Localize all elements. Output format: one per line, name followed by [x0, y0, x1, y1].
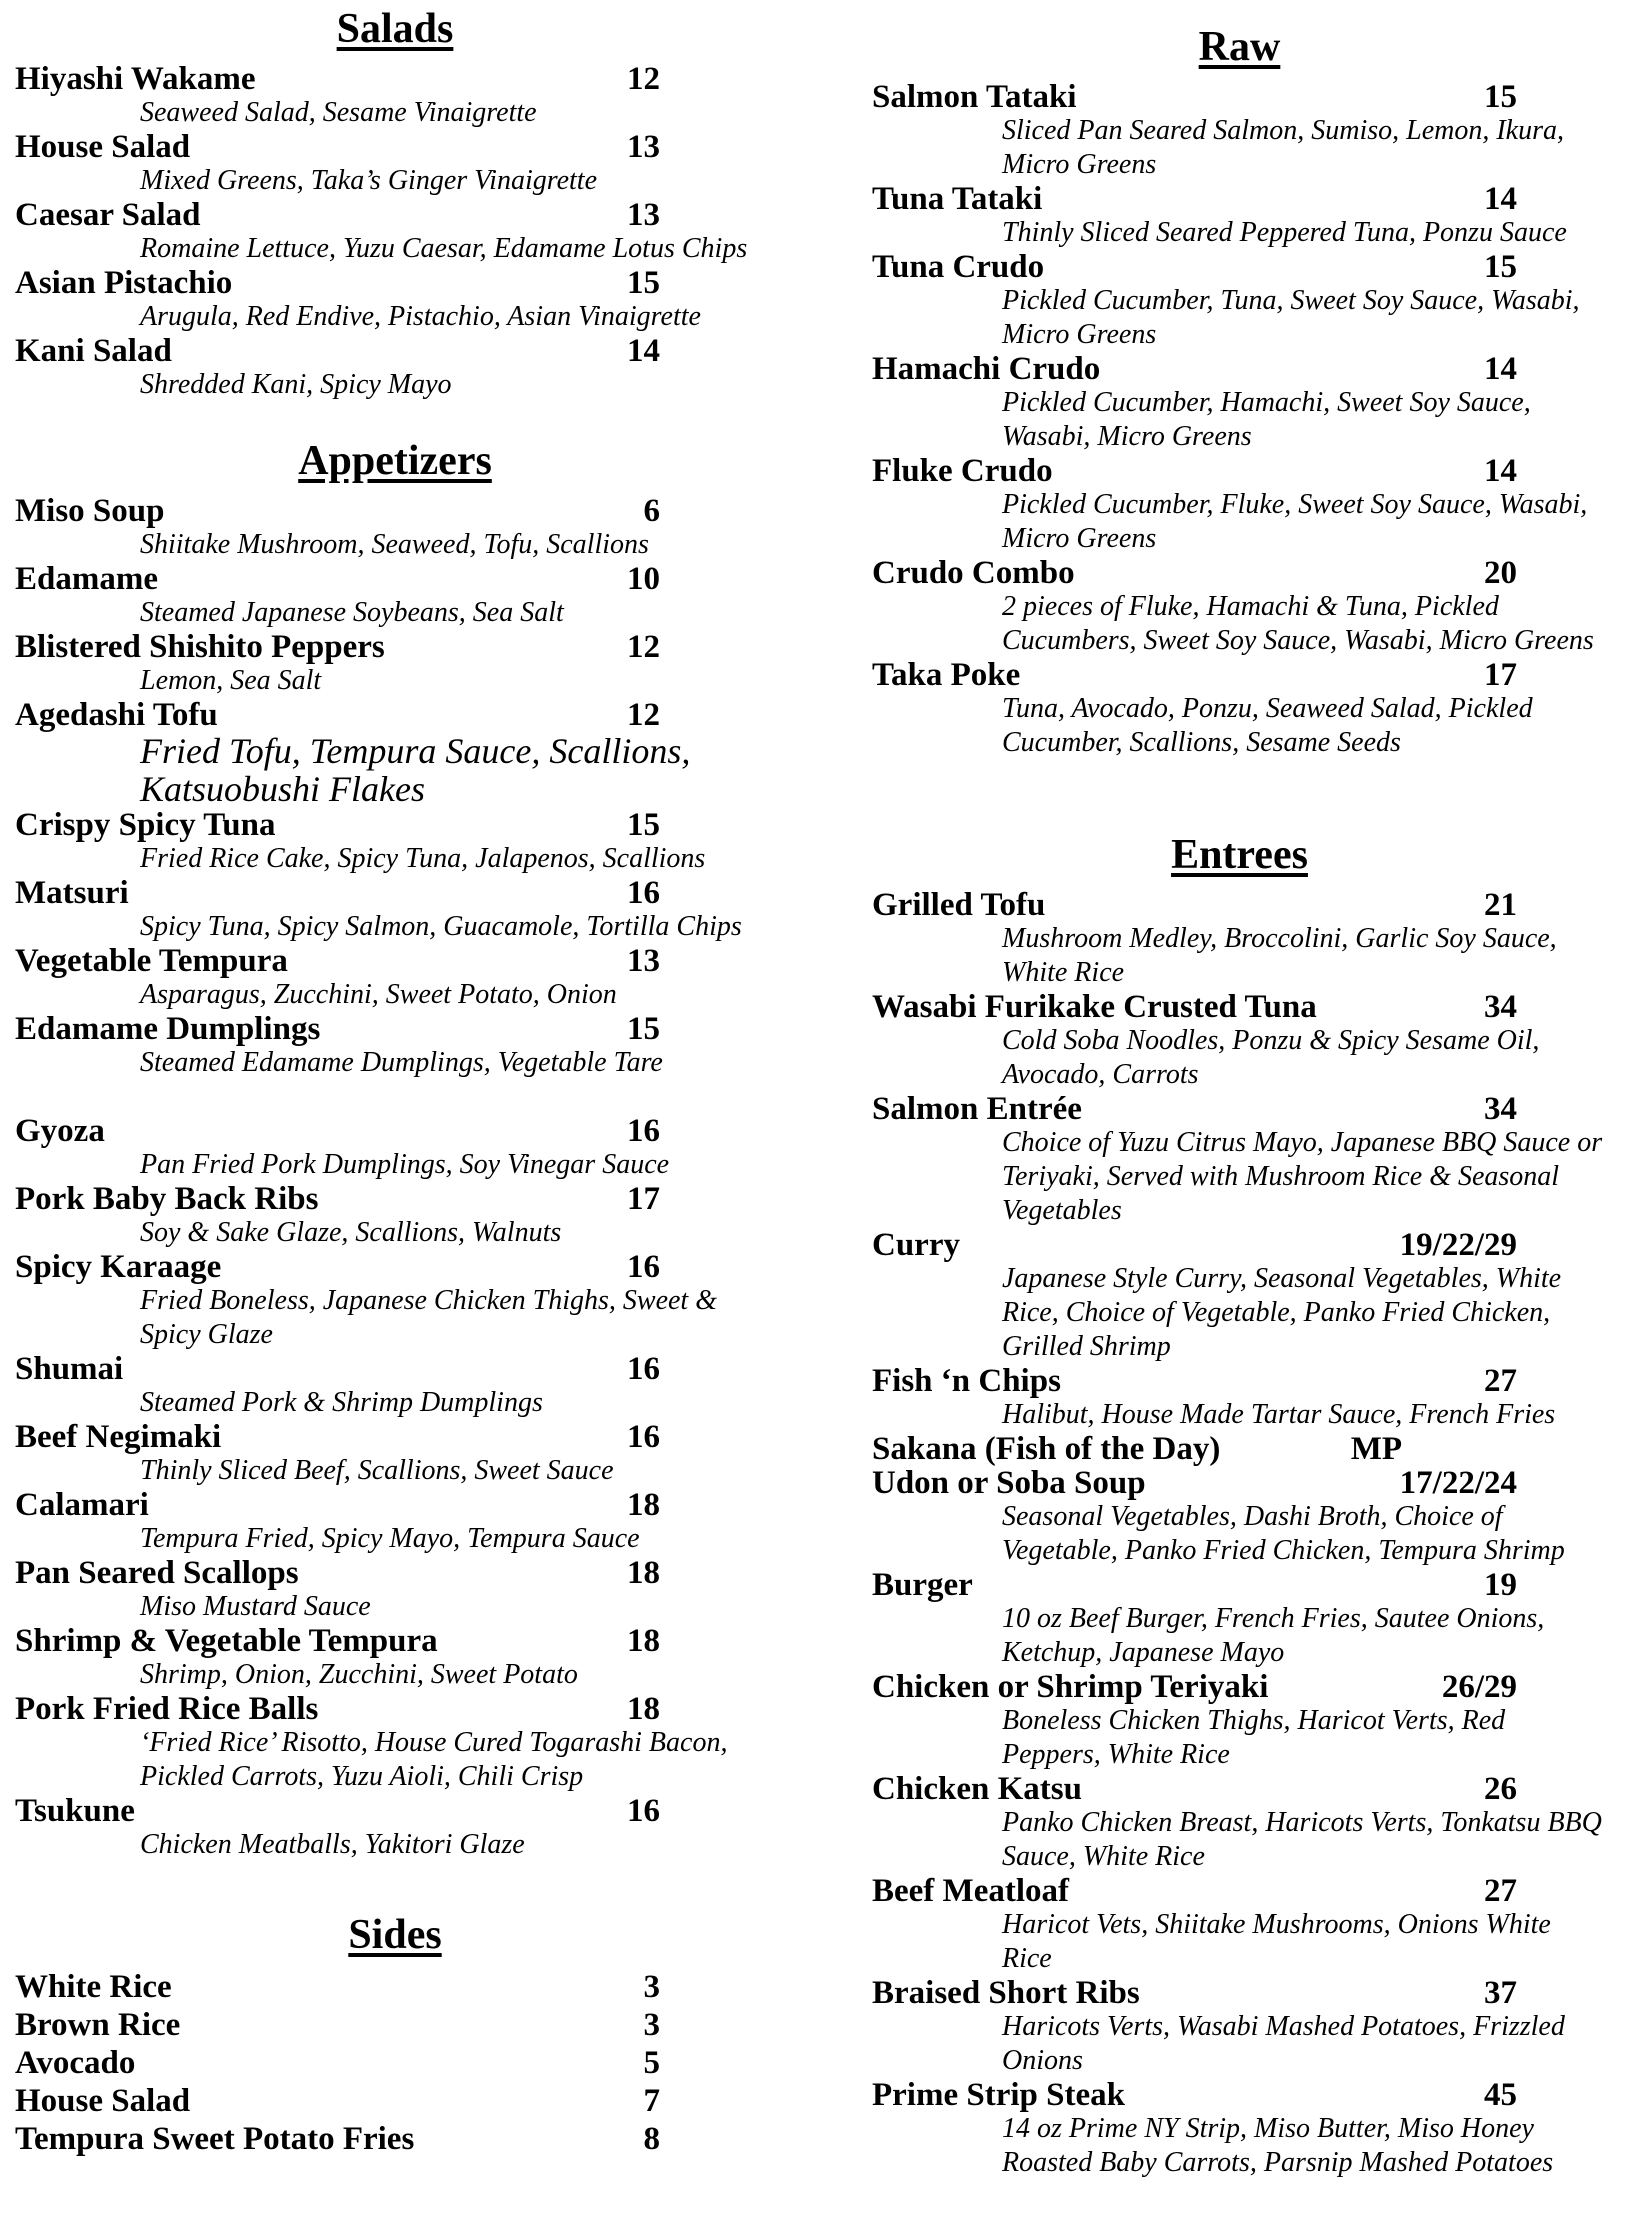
menu-item-row: [872, 1432, 1517, 1466]
item-price: 37: [1484, 1975, 1517, 2011]
menu-section-raw: [872, 24, 1607, 760]
menu-item: [872, 2078, 1607, 2180]
item-name: Crudo Combo: [872, 555, 1075, 591]
menu-item: [872, 1364, 1607, 1432]
item-name: Burger: [872, 1567, 973, 1603]
item-description: Steamed Pork & Shrimp Dumplings: [140, 1387, 543, 1418]
menu-item: [15, 1968, 775, 2006]
item-name: Salmon Entrée: [872, 1091, 1082, 1127]
menu-item-row: [15, 1012, 660, 1046]
menu-item: [872, 80, 1607, 182]
item-name: Spicy Karaage: [15, 1249, 222, 1285]
item-description: Seasonal Vegetables, Dashi Broth, Choice of Vegetable, Panko Fried Chicken, Tempura Shrimp: [1002, 1501, 1565, 1566]
section-items: [15, 62, 775, 402]
item-price: 8: [643, 2121, 660, 2157]
item-price: 19/22/29: [1399, 1227, 1517, 1263]
item-description: Choice of Yuzu Citrus Mayo, Japanese BBQ Sauce or Teriyaki, Served with Mushroom Rice & Seasonal Vegetables: [1002, 1127, 1603, 1226]
menu-item: [872, 1466, 1607, 1568]
item-price: 14: [1484, 181, 1517, 217]
item-name: Fluke Crudo: [872, 453, 1053, 489]
menu-item: [872, 556, 1607, 658]
item-name: Salmon Tataki: [872, 79, 1077, 115]
item-name: House Salad: [15, 2083, 191, 2119]
menu-item: [15, 2006, 775, 2044]
item-price: 27: [1484, 1363, 1517, 1399]
item-price: 45: [1484, 2077, 1517, 2113]
item-name: Agedashi Tofu: [15, 697, 218, 733]
item-price: 7: [643, 2083, 660, 2119]
menu-item-row: [15, 1352, 660, 1386]
menu-item-row: [15, 944, 660, 978]
section-title: Raw: [1198, 24, 1281, 70]
item-description: Haricots Verts, Wasabi Mashed Potatoes, Frizzled Onions: [1002, 2011, 1565, 2076]
menu-item-row: [15, 494, 660, 528]
section-title: Sides: [348, 1912, 442, 1958]
menu-column-left: [15, 0, 775, 2158]
menu-item-row: [872, 1670, 1517, 1704]
item-description: Tempura Fried, Spicy Mayo, Tempura Sauce: [140, 1523, 640, 1554]
item-description: 14 oz Prime NY Strip, Miso Butter, Miso Honey Roasted Baby Carrots, Parsnip Mashed Potatoes: [1002, 2113, 1554, 2178]
menu-item: [15, 808, 775, 876]
menu-item-row: [872, 990, 1517, 1024]
item-price: 18: [627, 1487, 660, 1523]
menu-item: [15, 1114, 775, 1182]
item-name: Pork Fried Rice Balls: [15, 1691, 319, 1727]
item-name: Kani Salad: [15, 333, 172, 369]
menu-item: [15, 1794, 775, 1862]
item-price: 34: [1484, 1091, 1517, 1127]
item-price: 12: [627, 697, 660, 733]
item-description: Pickled Cucumber, Fluke, Sweet Soy Sauce, Wasabi, Micro Greens: [1002, 489, 1588, 554]
item-description: Halibut, House Made Tartar Sauce, French Fries: [1002, 1399, 1556, 1430]
item-price: 6: [643, 493, 660, 529]
item-name: Tuna Crudo: [872, 249, 1045, 285]
menu-item: [15, 1624, 775, 1692]
item-price: MP: [1350, 1431, 1402, 1467]
item-name: Edamame Dumplings: [15, 1011, 321, 1047]
item-price: 27: [1484, 1873, 1517, 1909]
item-name: Caesar Salad: [15, 197, 201, 233]
menu-item: [15, 698, 775, 808]
menu-item-row: [872, 1228, 1517, 1262]
item-description: Shredded Kani, Spicy Mayo: [140, 369, 452, 400]
menu-item: [872, 1874, 1607, 1976]
item-price: 15: [627, 807, 660, 843]
menu-item-row: [15, 1624, 660, 1658]
item-name: Tuna Tataki: [872, 181, 1043, 217]
item-name: Hiyashi Wakame: [15, 61, 256, 97]
item-price: 12: [627, 629, 660, 665]
menu-item: [872, 990, 1607, 1092]
menu-item: [15, 62, 775, 130]
menu-item: [15, 494, 775, 562]
item-name: Tempura Sweet Potato Fries: [15, 2121, 415, 2157]
menu-item-row: [15, 808, 660, 842]
item-description: Fried Rice Cake, Spicy Tuna, Jalapenos, Scallions: [140, 843, 706, 874]
menu-item: [15, 1012, 775, 1080]
item-price: 17: [1484, 657, 1517, 693]
item-description: Thinly Sliced Seared Peppered Tuna, Ponzu Sauce: [1002, 217, 1567, 248]
menu-item: [15, 1250, 775, 1352]
section-items: [15, 494, 775, 1862]
menu-item: [15, 1420, 775, 1488]
menu-item-row: [872, 1976, 1517, 2010]
item-price: 14: [1484, 453, 1517, 489]
item-name: Asian Pistachio: [15, 265, 233, 301]
item-name: Miso Soup: [15, 493, 165, 529]
item-description: Miso Mustard Sauce: [140, 1591, 371, 1622]
menu-item-row: [15, 630, 660, 664]
item-name: Matsuri: [15, 875, 129, 911]
item-name: Taka Poke: [872, 657, 1021, 693]
menu-item-row: [15, 2044, 660, 2082]
section-items: [872, 80, 1607, 760]
item-price: 13: [627, 943, 660, 979]
item-price: 14: [627, 333, 660, 369]
menu-item-row: [15, 698, 660, 732]
menu-item-row: [15, 876, 660, 910]
item-description: Panko Chicken Breast, Haricots Verts, Tonkatsu BBQ Sauce, White Rice: [1002, 1807, 1602, 1872]
item-name: Crispy Spicy Tuna: [15, 807, 276, 843]
menu-section-salads: [15, 6, 775, 402]
menu-item: [15, 562, 775, 630]
item-name: Sakana (Fish of the Day): [872, 1431, 1221, 1467]
menu-section-entrees: [872, 832, 1607, 2180]
item-price: 19: [1484, 1567, 1517, 1603]
item-description: Boneless Chicken Thighs, Haricot Verts, Red Peppers, White Rice: [1002, 1705, 1506, 1770]
item-name: House Salad: [15, 129, 191, 165]
item-name: Beef Negimaki: [15, 1419, 222, 1455]
menu-item-row: [872, 80, 1517, 114]
item-description: Steamed Edamame Dumplings, Vegetable Tare: [140, 1047, 663, 1078]
item-name: Blistered Shishito Peppers: [15, 629, 385, 665]
section-title: Appetizers: [298, 438, 492, 484]
item-price: 26: [1484, 1771, 1517, 1807]
item-price: 15: [627, 265, 660, 301]
menu-item-row: [15, 562, 660, 596]
menu-item-row: [15, 1968, 660, 2006]
item-name: Shumai: [15, 1351, 124, 1387]
item-price: 16: [627, 1419, 660, 1455]
item-name: Calamari: [15, 1487, 149, 1523]
menu-column-right: [872, 0, 1607, 2180]
item-price: 21: [1484, 887, 1517, 923]
item-description: Lemon, Sea Salt: [140, 665, 322, 696]
item-name: Shrimp & Vegetable Tempura: [15, 1623, 438, 1659]
item-description: Mushroom Medley, Broccolini, Garlic Soy Sauce, White Rice: [1002, 923, 1557, 988]
section-title: Entrees: [1171, 832, 1308, 878]
item-name: Pan Seared Scallops: [15, 1555, 299, 1591]
item-price: 16: [627, 1249, 660, 1285]
item-name: Edamame: [15, 561, 158, 597]
item-name: Grilled Tofu: [872, 887, 1046, 923]
menu-item: [15, 1488, 775, 1556]
item-price: 16: [627, 1113, 660, 1149]
item-price: 13: [627, 197, 660, 233]
item-price: 3: [643, 1969, 660, 2005]
menu-item: [15, 2120, 775, 2158]
item-price: 16: [627, 875, 660, 911]
menu-item: [15, 1182, 775, 1250]
menu-item: [872, 1568, 1607, 1670]
item-name: Udon or Soba Soup: [872, 1465, 1146, 1501]
item-description: Steamed Japanese Soybeans, Sea Salt: [140, 597, 564, 628]
item-price: 17: [627, 1181, 660, 1217]
item-description: Cold Soba Noodles, Ponzu & Spicy Sesame Oil, Avocado, Carrots: [1002, 1025, 1540, 1090]
item-description: Fried Boneless, Japanese Chicken Thighs, Sweet & Spicy Glaze: [140, 1285, 717, 1350]
menu-item: [15, 2082, 775, 2120]
menu-item-row: [15, 266, 660, 300]
item-name: Brown Rice: [15, 2007, 181, 2043]
item-name: Curry: [872, 1227, 960, 1263]
menu-item-row: [872, 658, 1517, 692]
item-name: Beef Meatloaf: [872, 1873, 1069, 1909]
item-price: 18: [627, 1691, 660, 1727]
item-description: 10 oz Beef Burger, French Fries, Sautee Onions, Ketchup, Japanese Mayo: [1002, 1603, 1545, 1668]
item-description: Asparagus, Zucchini, Sweet Potato, Onion: [140, 979, 617, 1010]
menu-item-row: [872, 1568, 1517, 1602]
menu-item-row: [15, 2082, 660, 2120]
item-description: Thinly Sliced Beef, Scallions, Sweet Sauce: [140, 1455, 614, 1486]
menu-item: [15, 1556, 775, 1624]
item-price: 15: [1484, 249, 1517, 285]
item-description: Sliced Pan Seared Salmon, Sumiso, Lemon, Ikura, Micro Greens: [1002, 115, 1564, 180]
item-price: 3: [643, 2007, 660, 2043]
menu-item: [872, 888, 1607, 990]
menu-item: [872, 1432, 1607, 1466]
item-description: Spicy Tuna, Spicy Salmon, Guacamole, Tortilla Chips: [140, 911, 742, 942]
item-name: Chicken or Shrimp Teriyaki: [872, 1669, 1269, 1705]
item-price: 5: [643, 2045, 660, 2081]
menu-item-row: [15, 334, 660, 368]
item-description: Pickled Cucumber, Hamachi, Sweet Soy Sauce, Wasabi, Micro Greens: [1002, 387, 1531, 452]
menu-item-row: [15, 2006, 660, 2044]
menu-item-row: [872, 250, 1517, 284]
menu-item: [872, 1228, 1607, 1364]
menu-item-row: [872, 1364, 1517, 1398]
item-description: ‘Fried Rice’ Risotto, House Cured Togarashi Bacon, Pickled Carrots, Yuzu Aioli, Chili Crisp: [140, 1727, 728, 1792]
menu-item-row: [872, 1092, 1517, 1126]
menu-item-row: [872, 1466, 1517, 1500]
item-description: Fried Tofu, Tempura Sauce, Scallions, Katsuobushi Flakes: [140, 731, 691, 809]
section-items: [872, 888, 1607, 2180]
item-description: Tuna, Avocado, Ponzu, Seaweed Salad, Pickled Cucumber, Scallions, Sesame Seeds: [1002, 693, 1533, 758]
menu-item-row: [15, 1488, 660, 1522]
item-price: 18: [627, 1555, 660, 1591]
item-description: Soy & Sake Glaze, Scallions, Walnuts: [140, 1217, 562, 1248]
menu-item-row: [872, 888, 1517, 922]
item-price: 16: [627, 1793, 660, 1829]
item-description: Mixed Greens, Taka’s Ginger Vinaigrette: [140, 165, 598, 196]
menu-item: [872, 1772, 1607, 1874]
item-name: Vegetable Tempura: [15, 943, 288, 979]
menu-item-row: [872, 352, 1517, 386]
item-price: 15: [627, 1011, 660, 1047]
menu-item-row: [15, 1794, 660, 1828]
item-description: Romaine Lettuce, Yuzu Caesar, Edamame Lotus Chips: [140, 233, 748, 264]
item-price: 34: [1484, 989, 1517, 1025]
item-name: Fish ‘n Chips: [872, 1363, 1061, 1399]
menu-item: [15, 334, 775, 402]
menu-item-row: [15, 198, 660, 232]
menu-item: [15, 1352, 775, 1420]
item-name: Pork Baby Back Ribs: [15, 1181, 319, 1217]
item-price: 13: [627, 129, 660, 165]
item-price: 17/22/24: [1399, 1465, 1517, 1501]
item-description: Pickled Cucumber, Tuna, Sweet Soy Sauce, Wasabi, Micro Greens: [1002, 285, 1580, 350]
menu-item: [15, 2044, 775, 2082]
item-description: 2 pieces of Fluke, Hamachi & Tuna, Pickled Cucumbers, Sweet Soy Sauce, Wasabi, Micro Greens: [1002, 591, 1594, 656]
menu-item-row: [15, 1556, 660, 1590]
section-items: [15, 1968, 775, 2158]
menu-item-row: [872, 454, 1517, 488]
menu-item: [872, 454, 1607, 556]
item-description: Haricot Vets, Shiitake Mushrooms, Onions White Rice: [1002, 1909, 1551, 1974]
item-description: Shrimp, Onion, Zucchini, Sweet Potato: [140, 1659, 578, 1690]
menu-item: [15, 130, 775, 198]
item-name: Gyoza: [15, 1113, 105, 1149]
menu-item: [15, 876, 775, 944]
menu-item-row: [872, 1874, 1517, 1908]
item-description: Shiitake Mushroom, Seaweed, Tofu, Scallions: [140, 529, 649, 560]
item-description: Seaweed Salad, Sesame Vinaigrette: [140, 97, 537, 128]
menu-item-row: [15, 2120, 660, 2158]
menu-item: [872, 182, 1607, 250]
menu-item: [872, 1670, 1607, 1772]
item-name: Tsukune: [15, 1793, 135, 1829]
item-price: 14: [1484, 351, 1517, 387]
item-name: Hamachi Crudo: [872, 351, 1101, 387]
item-description: Chicken Meatballs, Yakitori Glaze: [140, 1829, 525, 1860]
menu-section-sides: [15, 1912, 775, 2158]
menu-item: [872, 658, 1607, 760]
item-name: Avocado: [15, 2045, 136, 2081]
item-name: Wasabi Furikake Crusted Tuna: [872, 989, 1317, 1025]
menu-item: [872, 1976, 1607, 2078]
item-price: 20: [1484, 555, 1517, 591]
item-price: 16: [627, 1351, 660, 1387]
menu-item-row: [872, 556, 1517, 590]
menu-item-row: [15, 1114, 660, 1148]
item-price: 18: [627, 1623, 660, 1659]
menu-section-appetizers: [15, 438, 775, 1862]
menu-item: [872, 250, 1607, 352]
item-description: Japanese Style Curry, Seasonal Vegetables, White Rice, Choice of Vegetable, Panko Fried Chicken, Grilled Shrimp: [1002, 1263, 1562, 1362]
item-price: 15: [1484, 79, 1517, 115]
menu-item-row: [872, 2078, 1517, 2112]
item-price: 12: [627, 61, 660, 97]
menu-item: [872, 352, 1607, 454]
item-price: 26/29: [1441, 1669, 1517, 1705]
item-name: Prime Strip Steak: [872, 2077, 1125, 2113]
menu-item-row: [15, 1182, 660, 1216]
menu-item-row: [15, 130, 660, 164]
menu-item-row: [872, 1772, 1517, 1806]
menu-item-row: [872, 182, 1517, 216]
item-description: Pan Fried Pork Dumplings, Soy Vinegar Sauce: [140, 1149, 670, 1180]
menu-item: [15, 198, 775, 266]
menu-item: [15, 266, 775, 334]
menu-item-row: [15, 1250, 660, 1284]
menu-item-row: [15, 62, 660, 96]
item-description: Arugula, Red Endive, Pistachio, Asian Vinaigrette: [140, 301, 701, 332]
item-name: Braised Short Ribs: [872, 1975, 1140, 2011]
item-price: 10: [627, 561, 660, 597]
menu-item-row: [15, 1420, 660, 1454]
menu-item-row: [15, 1692, 660, 1726]
menu-item: [15, 630, 775, 698]
menu-item: [15, 1692, 775, 1794]
menu-item: [872, 1092, 1607, 1228]
item-name: White Rice: [15, 1969, 172, 2005]
item-name: Chicken Katsu: [872, 1771, 1082, 1807]
section-title: Salads: [336, 6, 454, 52]
menu-item: [15, 944, 775, 1012]
